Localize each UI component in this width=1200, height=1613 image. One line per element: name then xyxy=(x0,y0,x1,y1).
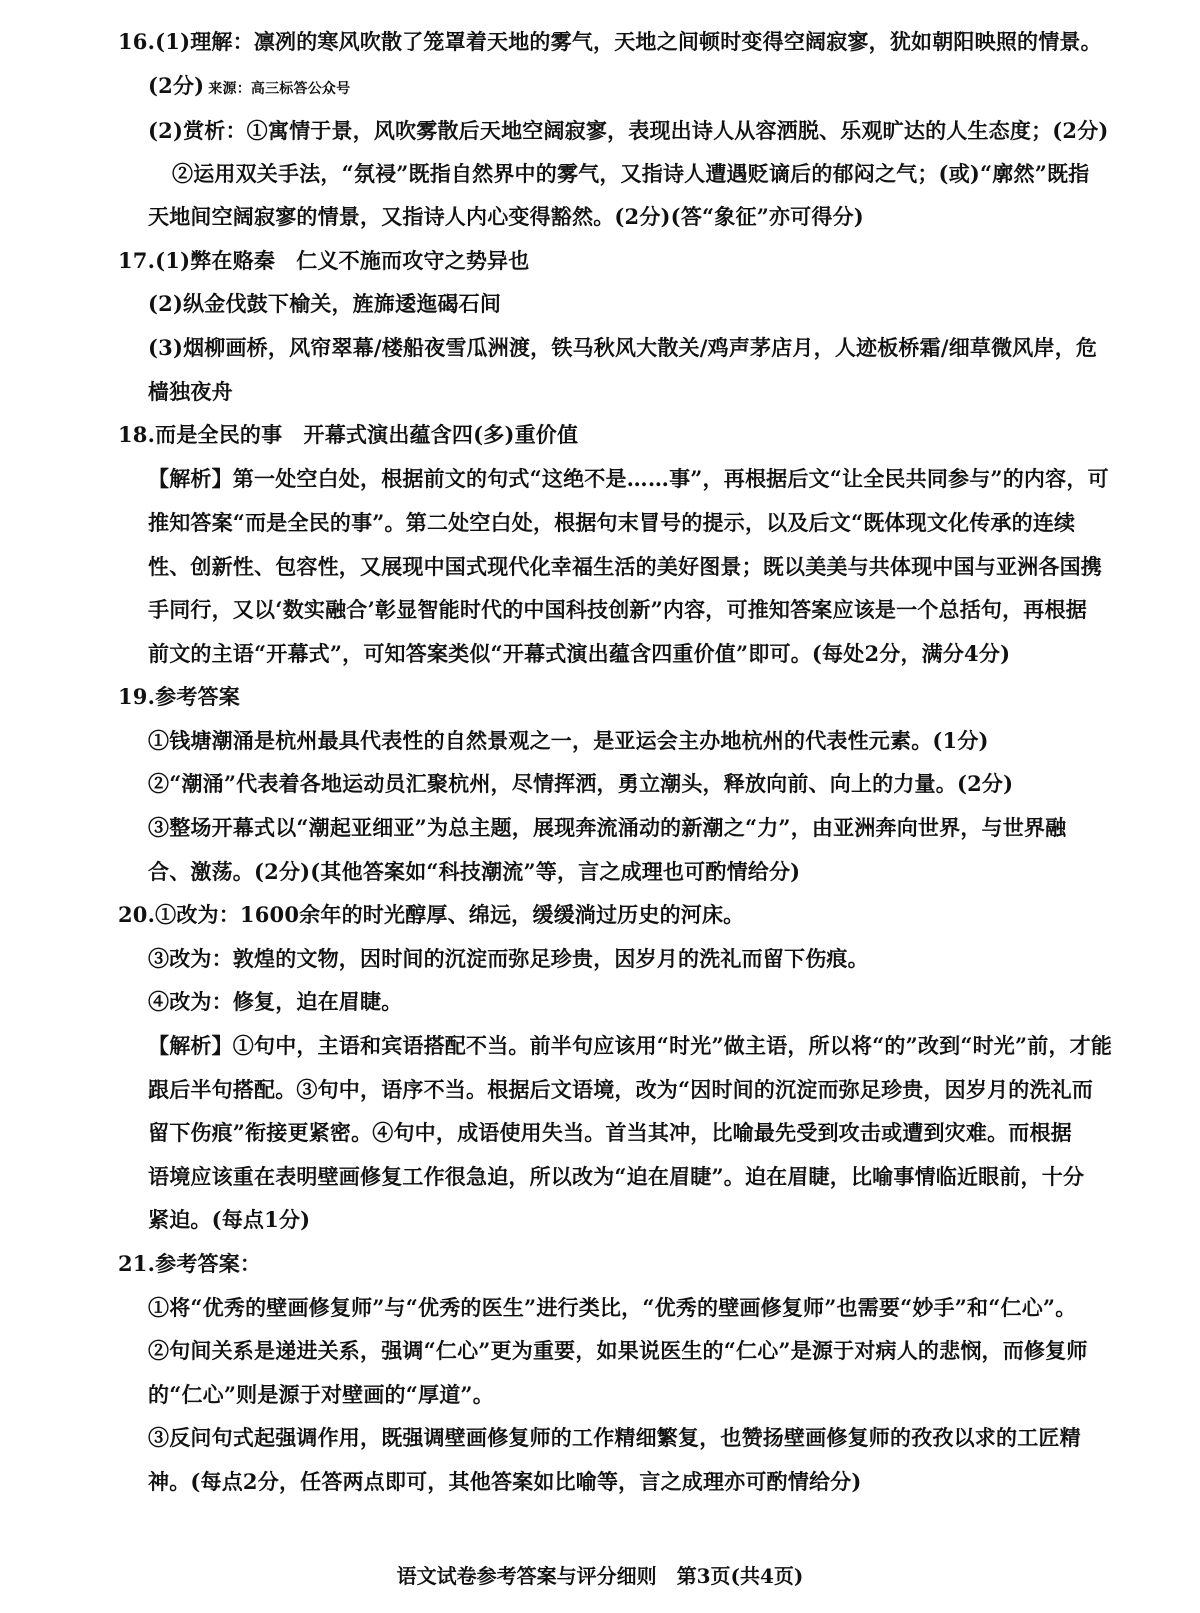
q20-line-6: 留下伤痕”衔接更紧密。④句中，成语使用失当。首当其冲，比喻最先受到攻击或遭到灾难。而根据 xyxy=(148,1120,1072,1145)
q20-line-7: 语境应该重在表明壁画修复工作很急迫，所以改为“迫在眉睫”。迫在眉睫，比喻事情临近眼前，十分 xyxy=(148,1164,1085,1189)
q16-line-2 xyxy=(148,72,350,103)
source-note: 来源：高三标答公众号 xyxy=(208,81,351,97)
page-footer: 语文试卷参考答案与评分细则 第3页(共4页) xyxy=(396,1564,804,1588)
q18-line-4: 性、创新性、包容性，又展现中国式现代化幸福生活的美好图景；既以美美与共体现中国与亚洲各国携 xyxy=(148,554,1102,579)
q20-line-4: 【解析】①句中，主语和宾语搭配不当。前半句应该用“时光”做主语，所以将“的”改到“时光”前，才能 xyxy=(148,1033,1113,1058)
q18-line-1: 18.而是全民的事 开幕式演出蕴含四(多)重价值 xyxy=(118,422,579,447)
q17-line-3: (3)烟柳画桥，风帘翠幕/楼船夜雪瓜洲渡，铁马秋风大散关/鸡声茅店月，人迹板桥霜/细草微风岸，危 xyxy=(148,335,1098,360)
q21-line-4: 的“仁心”则是源于对壁画的“厚道”。 xyxy=(148,1382,494,1407)
q19-line-1: 19.参考答案 xyxy=(118,684,240,709)
q16-line-5: 天地间空阔寂寥的情景，又指诗人内心变得豁然。(2分)(答“象征”亦可得分) xyxy=(148,204,864,229)
q19-line-5: 合、激荡。(2分)(其他答案如“科技潮流”等，言之成理也可酌情给分) xyxy=(148,859,801,884)
q21-line-1: 21.参考答案： xyxy=(118,1251,262,1276)
q18-line-6: 前文的主语“开幕式”，可知答案类似“开幕式演出蕴含四重价值”即可。(每处2分，满分4分) xyxy=(148,641,1011,666)
q19-line-2: ①钱塘潮涌是杭州最具代表性的自然景观之一，是亚运会主办地杭州的代表性元素。(1分) xyxy=(148,728,989,753)
q21-line-6: 神。(每点2分，任答两点即可，其他答案如比喻等，言之成理亦可酌情给分) xyxy=(148,1469,862,1494)
q21-line-5: ③反问句式起强调作用，既强调壁画修复师的工作精细繁复，也赞扬壁画修复师的孜孜以求的工匠精 xyxy=(148,1425,1081,1450)
q16-score: (2分) xyxy=(148,73,205,98)
q16-line-4: ②运用双关手法，“氛祲”既指自然界中的雾气，又指诗人遭遇贬谪后的郁闷之气；(或)“廓然”既指 xyxy=(172,161,1090,186)
q16-line-1: 16.(1)理解：凛冽的寒风吹散了笼罩着天地的雾气，天地之间顿时变得空阔寂寥，犹如朝阳映照的情景。 xyxy=(118,29,1102,54)
q19-line-3: ②“潮涌”代表着各地运动员汇聚杭州，尽情挥洒，勇立潮头，释放向前、向上的力量。(2分) xyxy=(148,771,1014,796)
q18-line-5: 手同行，又以‘数实融合’彰显智能时代的中国科技创新”内容，可推知答案应该是一个总括句，再根据 xyxy=(148,597,1087,622)
q21-line-2: ①将“优秀的壁画修复师”与“优秀的医生”进行类比，“优秀的壁画修复师”也需要“妙手”和“仁心”。 xyxy=(148,1295,1077,1320)
q21-line-3: ②句间关系是递进关系，强调“仁心”更为重要，如果说医生的“仁心”是源于对病人的悲悯，而修复师 xyxy=(148,1338,1088,1363)
q16-line-3: (2)赏析：①寓情于景，风吹雾散后天地空阔寂寥，表现出诗人从容洒脱、乐观旷达的人生态度；(2分) xyxy=(148,118,1109,143)
q19-line-4: ③整场开幕式以“潮起亚细亚”为总主题，展现奔流涌动的新潮之“力”，由亚洲奔向世界，与世界融 xyxy=(148,815,1067,840)
q20-line-2: ③改为：敦煌的文物，因时间的沉淀而弥足珍贵，因岁月的洗礼而留下伤痕。 xyxy=(148,946,869,971)
q18-line-3: 推知答案“而是全民的事”。第二处空白处，根据句末冒号的提示，以及后文“既体现文化传承的连续 xyxy=(148,510,1076,535)
q17-line-2: (2)纵金伐鼓下榆关，旌旆逶迤碣石间 xyxy=(148,291,502,316)
q17-line-4: 樯独夜舟 xyxy=(148,379,233,404)
q17-line-1: 17.(1)弊在赂秦 仁义不施而攻守之势异也 xyxy=(118,248,530,273)
q20-line-3: ④改为：修复，迫在眉睫。 xyxy=(148,989,403,1014)
q18-line-2: 【解析】第一处空白处，根据前文的句式“这绝不是……事”，再根据后文“让全民共同参与”的内容，可 xyxy=(148,466,1109,491)
q20-line-1: 20.①改为：1600余年的时光醇厚、绵远，缓缓淌过历史的河床。 xyxy=(118,902,745,927)
q20-line-8: 紧迫。(每点1分) xyxy=(148,1207,311,1232)
q20-line-5: 跟后半句搭配。③句中，语序不当。根据后文语境，改为“因时间的沉淀而弥足珍贵，因岁月的洗礼而 xyxy=(148,1077,1094,1102)
